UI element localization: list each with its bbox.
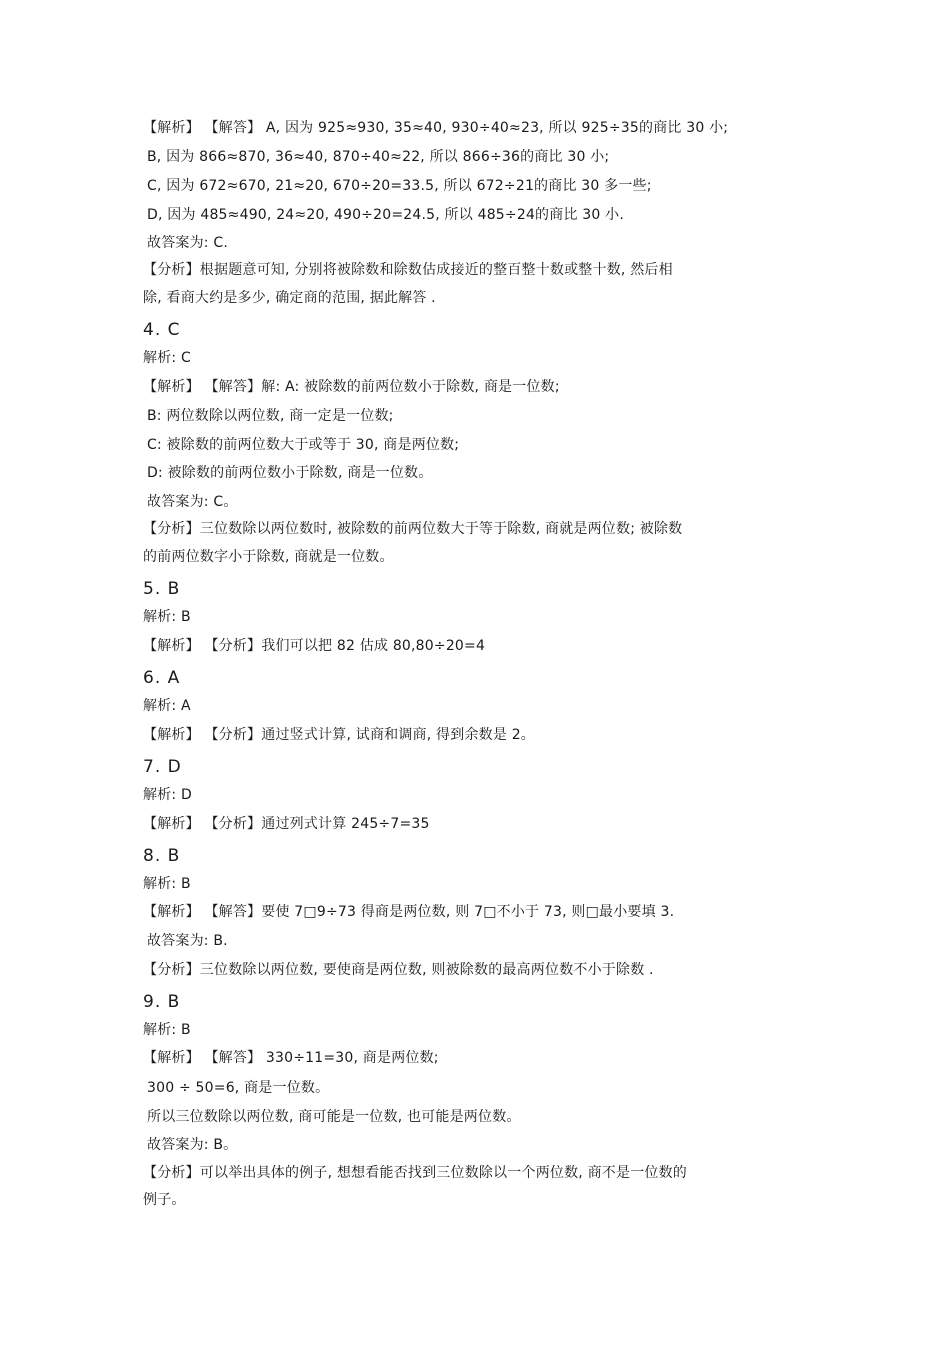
question-7-answer-label: 解析: D: [143, 787, 192, 803]
solution-3-explanation: 【分析】根据题意可知, 分别将被除数和除数估成接近的整百整十数或整十数, 然后相: [143, 262, 673, 278]
question-8-heading: 8. B: [143, 846, 181, 866]
solution-6-analysis: 【解析】 【分析】通过竖式计算, 试商和调商, 得到余数是 2。: [143, 727, 536, 743]
solution-5-analysis: 【解析】 【分析】我们可以把 82 估成 80,80÷20=4: [143, 638, 486, 654]
solution-4-explanation: 【分析】三位数除以两位数时, 被除数的前两位数大于等于除数, 商就是两位数; 被除数: [143, 521, 683, 537]
question-7-heading: 7. D: [143, 757, 182, 777]
question-9-heading: 9. B: [143, 992, 181, 1012]
solution-line-3-option-c: C, 因为 672≈670, 21≈20, 670÷20=33.5, 所以 672÷21的商比 30 多一些;: [147, 178, 652, 194]
question-6-heading: 6. A: [143, 668, 181, 688]
solution-3-explanation-cont: 除, 看商大约是多少, 确定商的范围, 据此解答 .: [143, 290, 436, 306]
question-9-answer-label: 解析: B: [143, 1022, 191, 1038]
solution-7-analysis: 【解析】 【分析】通过列式计算 245÷7=35: [143, 816, 430, 832]
solution-line-3-option-d: D, 因为 485≈490, 24≈20, 490÷20=24.5, 所以 485÷24的商比 30 小.: [147, 207, 625, 223]
solution-4-explanation-cont: 的前两位数字小于除数, 商就是一位数。: [143, 549, 394, 565]
solution-8-answer: 故答案为: B.: [147, 933, 228, 949]
solution-9-analysis: 【解析】 【解答】 330÷11=30, 商是两位数;: [143, 1050, 439, 1066]
solution-line-3-option-b: B, 因为 866≈870, 36≈40, 870÷40≈22, 所以 866÷36的商比 30 小;: [147, 149, 610, 165]
solution-4-option-d: D: 被除数的前两位数小于除数, 商是一位数。: [147, 465, 433, 481]
solution-3-answer: 故答案为: C.: [147, 235, 228, 251]
solution-9-answer: 故答案为: B。: [147, 1137, 238, 1153]
solution-line-3-analysis: 【解析】 【解答】 A, 因为 925≈930, 35≈40, 930÷40≈23, 所以 925÷35的商比 30 小;: [143, 120, 729, 136]
question-6-answer-label: 解析: A: [143, 698, 191, 714]
solution-4-answer: 故答案为: C。: [147, 494, 238, 510]
question-8-answer-label: 解析: B: [143, 876, 191, 892]
solution-9-explanation-cont: 例子。: [143, 1192, 186, 1208]
solution-8-explanation: 【分析】三位数除以两位数, 要使商是两位数, 则被除数的最高两位数不小于除数 .: [143, 962, 654, 978]
solution-4-option-a: 【解析】 【解答】解: A: 被除数的前两位数小于除数, 商是一位数;: [143, 379, 560, 395]
question-4-answer-label: 解析: C: [143, 350, 191, 366]
solution-9-conclusion: 所以三位数除以两位数, 商可能是一位数, 也可能是两位数。: [147, 1109, 521, 1125]
solution-4-option-c: C: 被除数的前两位数大于或等于 30, 商是两位数;: [147, 437, 460, 453]
question-5-answer-label: 解析: B: [143, 609, 191, 625]
solution-9-explanation: 【分析】可以举出具体的例子, 想想看能否找到三位数除以一个两位数, 商不是一位数的: [143, 1165, 687, 1181]
solution-8-analysis: 【解析】 【解答】要使 7□9÷73 得商是两位数, 则 7□不小于 73, 则□最小要填 3.: [143, 904, 675, 920]
question-4-heading: 4. C: [143, 320, 181, 340]
question-5-heading: 5. B: [143, 579, 181, 599]
solution-9-example: 300 ÷ 50=6, 商是一位数。: [147, 1080, 330, 1096]
solution-4-option-b: B: 两位数除以两位数, 商一定是一位数;: [147, 408, 394, 424]
